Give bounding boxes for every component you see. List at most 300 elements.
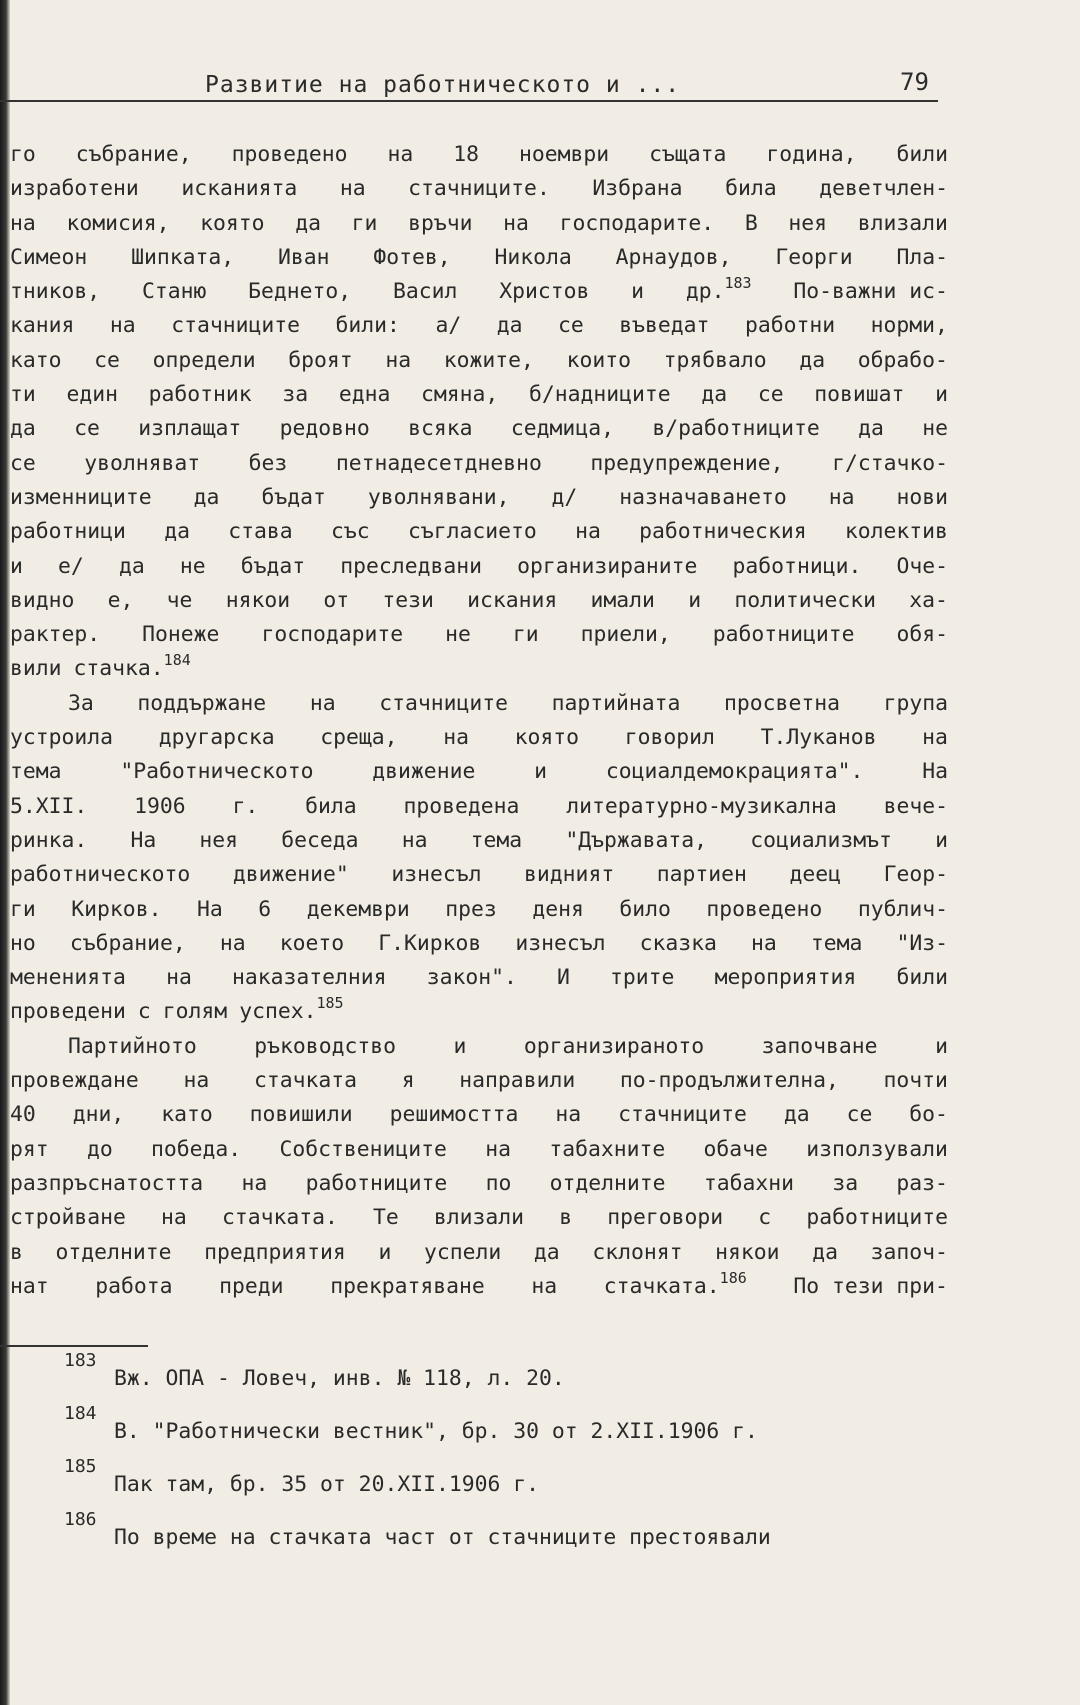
word: проведени — [10, 999, 126, 1025]
word: Партийното — [68, 1033, 197, 1059]
footnote-number: 183 — [64, 1350, 97, 1371]
word: Иван — [278, 244, 330, 270]
text-line — [10, 550, 948, 584]
word: "Държавата, — [565, 827, 708, 853]
word: Г.Кирков — [378, 930, 482, 956]
word: Пла- — [896, 244, 948, 270]
word: е/ — [58, 553, 84, 579]
text-line — [10, 481, 948, 515]
word: и — [935, 827, 948, 853]
text-line — [10, 927, 948, 961]
word: победа. — [151, 1136, 242, 1162]
word: като — [10, 347, 62, 373]
word: броят — [288, 347, 353, 373]
footnote-number: 185 — [64, 1456, 97, 1477]
word: отделните — [549, 1170, 666, 1196]
word: на — [401, 827, 428, 853]
word: редовно — [279, 416, 370, 442]
text-line — [10, 1098, 948, 1132]
word: уволняват — [84, 450, 201, 476]
word: да — [533, 1239, 560, 1265]
word: вече- — [883, 793, 948, 819]
word: колектив — [844, 519, 948, 545]
word: преди — [219, 1273, 284, 1299]
text-line — [10, 378, 948, 412]
word: изплащат — [138, 416, 242, 442]
word: работническото — [10, 862, 191, 888]
text-line — [10, 309, 948, 343]
page-number: 79 — [900, 68, 929, 96]
word: предупреждение, — [590, 450, 784, 476]
word: другарска — [158, 725, 275, 751]
word: на — [385, 347, 412, 373]
word: искания — [467, 587, 558, 613]
word: Собствениците — [279, 1136, 447, 1162]
text-line — [10, 995, 948, 1029]
word: в — [10, 1239, 23, 1265]
text-line — [10, 1064, 948, 1098]
word: Арнаудов, — [615, 244, 732, 270]
text-line — [10, 138, 948, 172]
text-line — [10, 824, 948, 858]
word: било — [619, 896, 671, 922]
text-line — [10, 961, 948, 995]
word: партийната — [551, 690, 681, 716]
text-line — [10, 172, 948, 206]
word: говорил — [624, 725, 715, 751]
word: влизали — [433, 1205, 525, 1231]
word: На — [922, 759, 948, 785]
text-line — [10, 618, 948, 652]
word: изменниците — [10, 484, 152, 510]
word: се — [757, 382, 784, 408]
word: и — [378, 1239, 392, 1265]
word: устроила — [10, 725, 114, 751]
word: които — [566, 347, 631, 373]
word: Кирков. — [71, 896, 162, 922]
word: ноември — [518, 142, 610, 167]
word: повишили — [249, 1102, 353, 1128]
footnote-reference: 185 — [316, 994, 344, 1013]
word: работник — [148, 382, 252, 408]
word: почти — [883, 1068, 948, 1094]
word: проведено — [231, 142, 348, 167]
word: литературно-музикална — [566, 793, 837, 819]
word: през — [445, 896, 497, 922]
word: да — [701, 382, 728, 408]
word: табахни — [703, 1170, 795, 1196]
text-line — [10, 241, 948, 275]
word: съгласието — [407, 519, 537, 545]
word: г. — [232, 793, 259, 819]
word: стачка.$^{184}$ — [73, 651, 191, 682]
word: работници. — [732, 553, 862, 579]
footnote-reference: 184 — [163, 651, 191, 670]
word: провеждане — [10, 1068, 139, 1094]
word: със — [331, 519, 370, 545]
word: не — [922, 416, 948, 442]
word: И — [557, 965, 570, 991]
word: до — [86, 1136, 113, 1162]
word: на — [219, 930, 246, 956]
word: дни, — [72, 1102, 125, 1128]
word: табахните — [549, 1136, 666, 1162]
word: просветна — [724, 690, 840, 716]
word: година, — [766, 142, 857, 167]
word-group: По-важни ис- — [793, 279, 948, 305]
word: прекратяване — [330, 1273, 485, 1299]
word: преговори — [607, 1205, 724, 1231]
word: нея — [788, 210, 828, 236]
word: назначаването — [619, 484, 787, 510]
word: да — [10, 416, 36, 442]
word: закон". — [426, 965, 517, 991]
word: Избрана — [592, 176, 683, 202]
word: На — [130, 827, 157, 853]
word: успели — [423, 1239, 502, 1265]
word: декември — [306, 896, 410, 922]
word: трите — [610, 965, 675, 991]
word: стачниците — [171, 313, 300, 339]
word: и — [10, 553, 23, 579]
word: една — [338, 382, 391, 408]
footnote-text: Пак там, бр. 35 от 20.XII.1906 г. — [114, 1472, 539, 1497]
word: ги — [351, 210, 378, 236]
running-header — [0, 62, 940, 102]
word: била — [305, 793, 357, 819]
text-line — [10, 755, 948, 789]
word: въведат — [619, 313, 710, 339]
word: без — [248, 450, 288, 476]
footnotes — [64, 1350, 944, 1562]
word: Георги — [775, 244, 853, 270]
text-line — [10, 344, 948, 378]
word: 40 — [10, 1102, 36, 1128]
running-title: Развитие на работническото и ... — [205, 72, 681, 98]
word: събрание, — [69, 930, 186, 956]
footnote-text: В. "Работнически вестник", бр. 30 от 2.XII.1906 г. — [114, 1419, 758, 1444]
word: работниците — [305, 1170, 448, 1196]
word: 5.XII. — [10, 793, 88, 819]
word: и — [453, 1033, 467, 1059]
word: склонят — [592, 1239, 683, 1265]
word: вили — [10, 656, 62, 682]
word: определи — [152, 347, 256, 373]
word: Те — [373, 1205, 399, 1231]
word: започване — [761, 1033, 878, 1059]
word: не — [445, 622, 471, 648]
text-line — [10, 893, 948, 927]
word: стачниците — [618, 1102, 747, 1128]
word: работници — [10, 519, 126, 545]
word: на — [922, 725, 948, 751]
word: и — [935, 382, 948, 408]
footnote-text: Вж. ОПА - Ловеч, инв. № 118, л. 20. — [114, 1366, 565, 1391]
word: от — [323, 587, 350, 613]
word: се — [94, 347, 120, 373]
word: да — [799, 347, 826, 373]
word: се — [558, 313, 584, 339]
word: тников, — [10, 279, 101, 305]
word: на — [443, 725, 469, 751]
text-line — [10, 1030, 948, 1064]
word: нея — [199, 827, 239, 853]
word: На — [196, 896, 223, 922]
word: на — [183, 1068, 210, 1094]
footnote-text: По време на стачката част от стачниците престоявали — [114, 1525, 771, 1550]
word: имали — [590, 587, 655, 613]
word: да — [164, 519, 190, 545]
word: на — [241, 1170, 268, 1196]
word: на — [109, 313, 136, 339]
word: партиен — [656, 862, 747, 888]
word: видният — [524, 862, 615, 888]
word: сказка — [639, 930, 717, 956]
word: се — [10, 450, 36, 476]
word: за — [832, 1170, 859, 1196]
word: били — [896, 965, 948, 991]
word: деветчлен- — [819, 176, 948, 202]
word: но — [10, 930, 36, 956]
word: др.$^{183}$ — [685, 274, 752, 305]
word: на — [555, 1102, 582, 1128]
footnote — [64, 1403, 944, 1456]
text-line — [10, 687, 948, 721]
word: ги — [10, 896, 36, 922]
word: бъдат — [261, 484, 326, 510]
word: били: — [335, 313, 400, 339]
word: исканията — [181, 176, 298, 202]
word: изнесъл — [391, 862, 482, 888]
word: на — [166, 965, 192, 991]
text-line — [10, 790, 948, 824]
word: среща, — [320, 725, 398, 751]
text-line — [10, 275, 948, 309]
word: стачниците — [379, 690, 508, 716]
footnote-number: 184 — [64, 1403, 97, 1424]
word: движение — [372, 759, 476, 785]
word: приели, — [580, 622, 671, 648]
word: работни — [744, 313, 836, 339]
word: предприятия — [204, 1239, 346, 1265]
word: публич- — [857, 896, 948, 922]
word: кания — [10, 313, 75, 339]
word: повишат — [814, 382, 905, 408]
text-line — [10, 412, 948, 446]
word: организираните — [517, 553, 698, 579]
text-line — [10, 584, 948, 618]
footnote-reference: 183 — [724, 274, 752, 293]
word: 18 — [453, 142, 479, 167]
word: всяка — [408, 416, 473, 442]
word: на — [575, 519, 601, 545]
word: някои — [715, 1239, 780, 1265]
footnote — [64, 1456, 944, 1509]
word: политически — [734, 587, 876, 613]
word: Христов — [499, 279, 590, 305]
word: Геор- — [883, 862, 948, 888]
word: "Из- — [896, 930, 948, 956]
word: нови — [896, 484, 948, 510]
word: да — [118, 553, 145, 579]
word: на — [485, 1136, 511, 1162]
word: обаче — [703, 1136, 768, 1162]
word: наказателния — [231, 965, 387, 991]
word: използували — [806, 1136, 948, 1162]
word: събрание, — [75, 142, 192, 167]
word: мененията — [10, 965, 126, 991]
word: група — [883, 690, 948, 716]
word: Фотев, — [373, 244, 451, 270]
word: и — [631, 279, 645, 305]
word: да — [858, 416, 884, 442]
word: петнадесетдневно — [335, 450, 542, 476]
word: деец — [789, 862, 841, 888]
word: тези — [382, 587, 434, 613]
word: голям — [162, 999, 228, 1025]
word: и — [688, 587, 702, 613]
word: да — [496, 313, 523, 339]
word: става — [228, 519, 293, 545]
page-binding-edge — [0, 0, 10, 1705]
text-line — [10, 652, 948, 686]
word: че — [166, 587, 193, 613]
footnote-reference: 186 — [719, 1268, 747, 1287]
word: работниците — [806, 1205, 948, 1231]
word: Беднето, — [248, 279, 352, 305]
word: на — [750, 930, 777, 956]
word: господарите. — [559, 210, 715, 236]
word: мероприятия — [714, 965, 857, 991]
word: деня — [532, 896, 584, 922]
word: която — [514, 725, 580, 751]
word: видно — [10, 587, 75, 613]
word: същата — [649, 142, 727, 167]
footnote-number: 186 — [64, 1509, 97, 1530]
word: Т.Луканов — [760, 725, 877, 751]
word: разпръснатостта — [10, 1170, 204, 1196]
word: 6 — [258, 896, 272, 922]
word: за — [282, 382, 309, 408]
word: като — [161, 1102, 213, 1128]
word: 1906 — [134, 793, 186, 819]
text-line — [10, 515, 948, 549]
word: били — [896, 142, 948, 167]
word: да — [783, 1102, 810, 1128]
text-line — [10, 1201, 948, 1235]
word: по — [485, 1170, 512, 1196]
word: а/ — [435, 313, 462, 339]
word: стройване — [10, 1205, 126, 1231]
word: преследвани — [340, 553, 482, 579]
word: го — [10, 142, 36, 167]
word: кожите, — [443, 347, 534, 373]
word: с — [137, 999, 151, 1025]
word: връчи — [408, 210, 473, 236]
word: да — [193, 484, 220, 510]
word: социализмът — [750, 827, 892, 853]
word: на — [309, 690, 336, 716]
word: изнесъл — [515, 930, 606, 956]
text-line — [10, 1270, 948, 1304]
word: се — [846, 1102, 873, 1128]
word: и — [534, 759, 548, 785]
word: г/стачко- — [832, 450, 948, 476]
word: Васил — [392, 279, 458, 305]
word: ръководство — [254, 1033, 396, 1059]
word: която — [200, 210, 265, 236]
word: на — [339, 176, 366, 202]
word: стачката.$^{186}$ — [603, 1268, 747, 1299]
word: трябвало — [663, 347, 767, 373]
word: рактер. — [10, 622, 101, 648]
word: обрабо- — [857, 347, 948, 373]
word: работническия — [639, 519, 807, 545]
word: работа — [95, 1273, 173, 1299]
word: на — [531, 1273, 558, 1299]
word: я — [401, 1068, 415, 1094]
word: тема — [10, 759, 62, 785]
word: направили — [459, 1068, 576, 1094]
word: б/надниците — [529, 382, 671, 408]
word: един — [66, 382, 118, 408]
word: бо- — [909, 1102, 948, 1128]
word: на — [503, 210, 529, 236]
word: поддържане — [137, 690, 267, 716]
word: ти — [10, 382, 36, 408]
word: да — [812, 1239, 838, 1265]
word: проведена — [403, 793, 520, 819]
word: бъдат — [240, 553, 306, 579]
word: стачката — [253, 1068, 357, 1094]
word: на — [161, 1205, 187, 1231]
word: да — [295, 210, 321, 236]
word: нат — [10, 1273, 49, 1299]
text-line — [10, 1167, 948, 1201]
word: обя- — [896, 622, 948, 648]
word: на — [828, 484, 855, 510]
word: проведено — [706, 896, 823, 922]
text-line — [10, 447, 948, 481]
footnote-separator — [0, 1345, 148, 1347]
word: с — [758, 1205, 772, 1231]
word: смяна, — [421, 382, 499, 408]
word: Никола — [494, 244, 572, 270]
word: в/работниците — [652, 416, 820, 442]
word: което — [279, 930, 345, 956]
word: се — [74, 416, 100, 442]
word: комисия, — [66, 210, 170, 236]
word: д/ — [551, 484, 578, 510]
word: започ- — [870, 1239, 948, 1265]
word: успех.$^{185}$ — [239, 994, 344, 1025]
text-line — [10, 207, 948, 241]
word: Шипката, — [131, 244, 235, 270]
word: Симеон — [10, 244, 88, 270]
word: не — [179, 553, 206, 579]
text-line — [10, 858, 948, 892]
text-line — [10, 1133, 948, 1167]
word: ринка. — [10, 827, 88, 853]
word-group: По тези при- — [793, 1273, 948, 1299]
word: стачниците. — [408, 176, 550, 202]
word: Понеже — [142, 622, 220, 648]
word: раз- — [896, 1170, 948, 1196]
text-line — [10, 1236, 948, 1270]
word: и — [935, 1033, 948, 1059]
word: седмица, — [510, 416, 614, 442]
word: В — [744, 210, 758, 236]
